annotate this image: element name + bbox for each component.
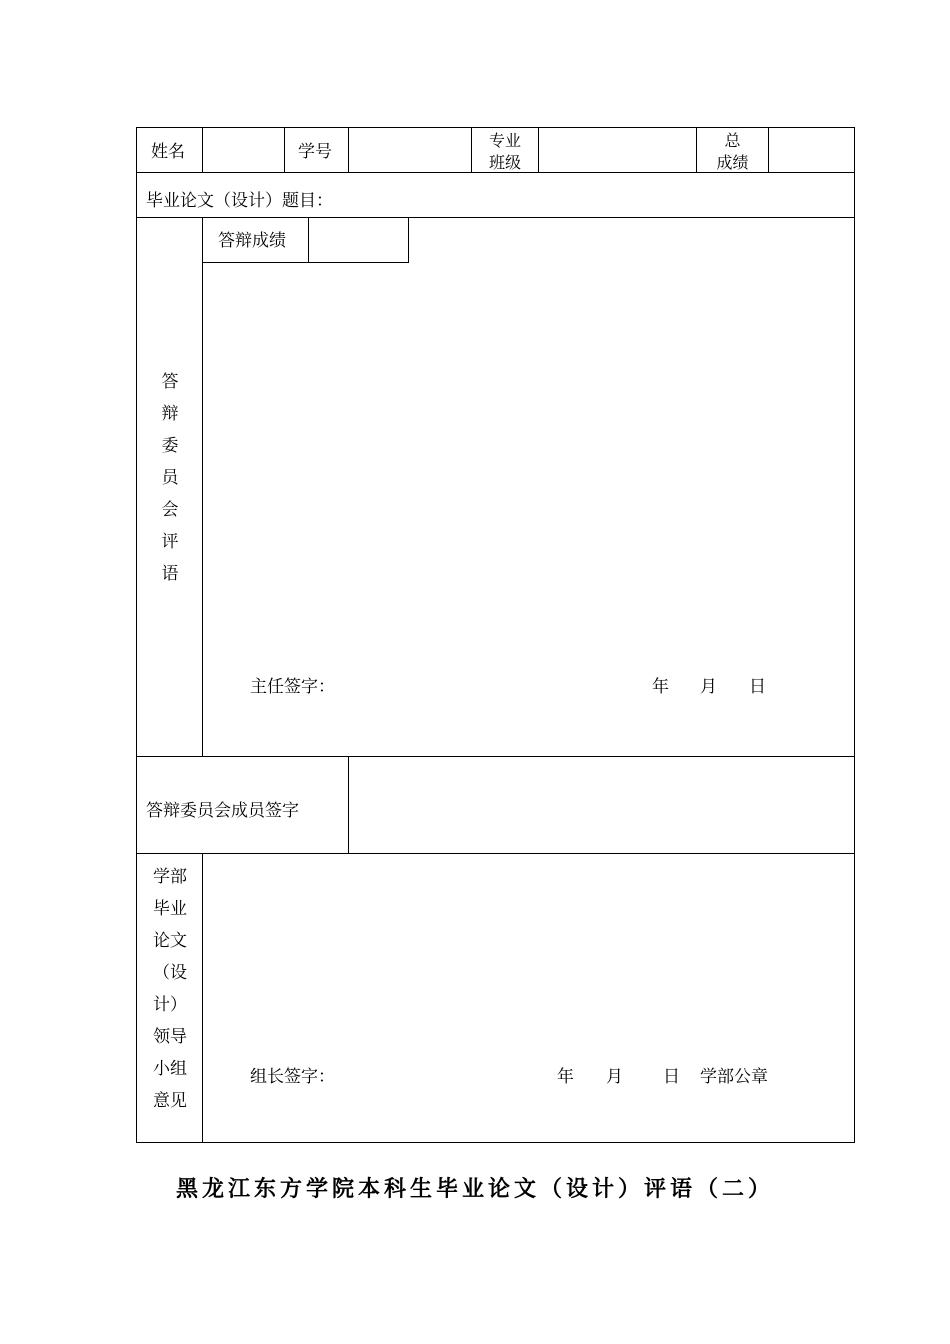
name-field[interactable] — [204, 129, 283, 171]
thesis-title-label: 毕业论文（设计）题目： — [146, 191, 333, 211]
score-box-bottom — [202, 262, 409, 263]
department-opinion-area[interactable] — [204, 855, 853, 1055]
thesis-title-field[interactable] — [350, 175, 853, 216]
defense-committee-comment-label: 答 辩 委 员 会 评 语 — [161, 372, 179, 584]
total-score-field[interactable] — [770, 129, 853, 171]
row-divider-defense — [136, 756, 855, 757]
document-title: 黑龙江东方学院本科生毕业论文（设计）评语（二） — [175, 1176, 774, 1202]
defense-year-label: 年 — [652, 677, 669, 697]
defense-month-label: 月 — [700, 677, 717, 697]
defense-score-label: 答辩成绩 — [218, 231, 286, 251]
department-seal-label: 学部公章 — [700, 1067, 768, 1087]
leader-sign-label: 组长签字： — [250, 1067, 335, 1087]
members-sign-field[interactable] — [350, 758, 853, 852]
members-sign-label: 答辩委员会成员签字 — [146, 801, 299, 821]
members-divider — [348, 756, 349, 854]
name-label: 姓名 — [151, 142, 185, 162]
department-year-label: 年 — [557, 1067, 574, 1087]
department-opinion-label: 学部 毕业 论文 （设 计） 领导 小组 意见 — [153, 867, 187, 1111]
department-month-label: 月 — [606, 1067, 623, 1087]
director-sign-label: 主任签字： — [250, 677, 335, 697]
col-divider-1 — [202, 127, 203, 173]
defense-comment-area[interactable] — [204, 264, 853, 664]
col-divider-5 — [538, 127, 539, 173]
score-box-right — [408, 217, 409, 263]
col-divider-7 — [768, 127, 769, 173]
major-class-field[interactable] — [540, 129, 695, 171]
student-id-label: 学号 — [298, 142, 332, 162]
defense-score-field[interactable] — [310, 219, 407, 261]
col-divider-3 — [348, 127, 349, 173]
defense-side-divider — [202, 217, 203, 757]
row-divider-header — [136, 172, 855, 173]
row-divider-title — [136, 217, 855, 218]
department-side-divider — [202, 853, 203, 1143]
score-label-divider — [308, 217, 309, 263]
defense-day-label: 日 — [749, 677, 766, 697]
student-id-field[interactable] — [350, 129, 470, 171]
total-label-line2: 成绩 — [716, 153, 749, 172]
major-label-line1: 专业 — [488, 131, 521, 150]
major-label-line2: 班级 — [488, 153, 521, 172]
total-label-line1: 总 — [724, 131, 741, 150]
row-divider-members — [136, 853, 855, 854]
department-day-label: 日 — [663, 1067, 680, 1087]
col-divider-2 — [284, 127, 285, 173]
